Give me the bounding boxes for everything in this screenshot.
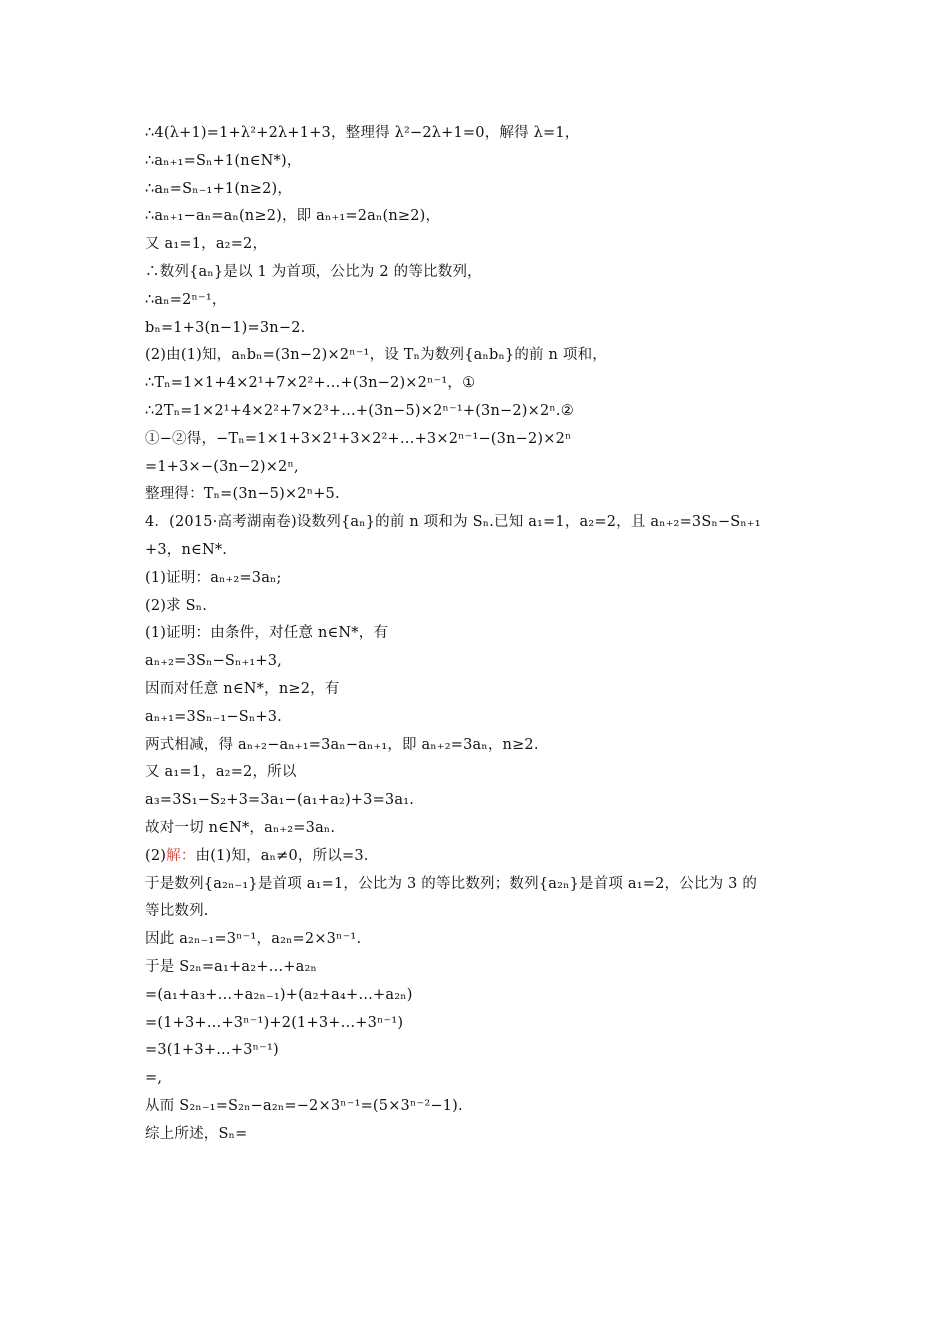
text-line: (1)证明：aₙ₊₂=3aₙ; bbox=[145, 569, 282, 586]
text-line: 因而对任意 n∈N*，n≥2，有 bbox=[145, 680, 340, 697]
text-line: 于是 S₂ₙ=a₁+a₂+…+a₂ₙ bbox=[145, 958, 317, 975]
text-line: ∴4(λ+1)=1+λ²+2λ+1+3，整理得 λ²−2λ+1=0，解得 λ=1， bbox=[145, 125, 580, 141]
text-line: 因此 a₂ₙ₋₁=3ⁿ⁻¹，a₂ₙ=2×3ⁿ⁻¹. bbox=[145, 931, 362, 948]
solution-line bbox=[145, 843, 825, 871]
text-line: aₙ₊₁=3Sₙ₋₁−Sₙ+3. bbox=[145, 708, 282, 725]
text-line: 故对一切 n∈N*，aₙ₊₂=3aₙ. bbox=[145, 819, 336, 836]
text-line: 又 a₁=1，a₂=2，所以 bbox=[145, 764, 297, 781]
text-line: =1+3×−(3n−2)×2ⁿ, bbox=[145, 458, 299, 475]
text-line: a₃=3S₁−S₂+3=3a₁−(a₁+a₂)+3=3a₁. bbox=[145, 792, 415, 809]
text-line: (2)由(1)知，aₙbₙ=(3n−2)×2ⁿ⁻¹，设 Tₙ为数列{aₙbₙ}的前 n 项和， bbox=[145, 347, 607, 364]
text-line: ∴数列{aₙ}是以 1 为首项，公比为 2 的等比数列， bbox=[145, 263, 482, 280]
solution-prefix: (2) bbox=[145, 847, 167, 864]
text-line: (2)求 Sₙ. bbox=[145, 597, 208, 614]
text-line: 又 a₁=1，a₂=2， bbox=[145, 236, 268, 253]
text-line: 等比数列. bbox=[145, 903, 209, 920]
text-line: 于是数列{a₂ₙ₋₁}是首项 a₁=1，公比为 3 的等比数列；数列{a₂ₙ}是首项 a₁=2，公比为 3 的 bbox=[145, 875, 758, 892]
text-line: =, bbox=[145, 1070, 163, 1087]
text-line: ∴aₙ=Sₙ₋₁+1(n≥2)， bbox=[145, 180, 293, 197]
text-line: 综上所述，Sₙ= bbox=[145, 1125, 248, 1142]
text-line: bₙ=1+3(n−1)=3n−2. bbox=[145, 319, 306, 336]
problem-statement: 4．(2015·高考湖南卷)设数列{aₙ}的前 n 项和为 Sₙ.已知 a₁=1，a₂=2，且 aₙ₊₂=3Sₙ−Sₙ₊₁ bbox=[145, 514, 761, 531]
document-body bbox=[145, 120, 825, 1148]
text-line: ∴2Tₙ=1×2¹+4×2²+7×2³+…+(3n−5)×2ⁿ⁻¹+(3n−2)×2ⁿ.② bbox=[145, 402, 574, 419]
text-line: ∴aₙ=2ⁿ⁻¹， bbox=[145, 291, 227, 308]
text-line: ∴aₙ₊₁−aₙ=aₙ(n≥2)，即 aₙ₊₁=2aₙ(n≥2)， bbox=[145, 208, 441, 225]
solution-text: 由(1)知，aₙ≠0，所以=3. bbox=[195, 847, 369, 864]
problem-statement-cont: +3，n∈N*. bbox=[145, 541, 228, 558]
text-line: ∴Tₙ=1×1+4×2¹+7×2²+…+(3n−2)×2ⁿ⁻¹，① bbox=[145, 375, 476, 392]
text-line: 整理得：Tₙ=(3n−5)×2ⁿ+5. bbox=[145, 486, 340, 503]
text-line: ∴aₙ₊₁=Sₙ+1(n∈N*)， bbox=[145, 152, 302, 169]
text-line: 两式相减，得 aₙ₊₂−aₙ₊₁=3aₙ−aₙ₊₁，即 aₙ₊₂=3aₙ，n≥2. bbox=[145, 736, 539, 753]
solution-label: 解： bbox=[166, 847, 196, 864]
text-line: =(a₁+a₃+…+a₂ₙ₋₁)+(a₂+a₄+…+a₂ₙ) bbox=[145, 986, 413, 1003]
text-line: 从而 S₂ₙ₋₁=S₂ₙ−a₂ₙ=−2×3ⁿ⁻¹=(5×3ⁿ⁻²−1). bbox=[145, 1097, 463, 1114]
text-line: aₙ₊₂=3Sₙ−Sₙ₊₁+3, bbox=[145, 653, 282, 670]
text-line: =(1+3+…+3ⁿ⁻¹)+2(1+3+…+3ⁿ⁻¹) bbox=[145, 1014, 404, 1031]
text-line: ①−②得，−Tₙ=1×1+3×2¹+3×2²+…+3×2ⁿ⁻¹−(3n−2)×2ⁿ bbox=[145, 430, 572, 447]
text-line: =3(1+3+…+3ⁿ⁻¹) bbox=[145, 1042, 279, 1059]
text-line: (1)证明：由条件，对任意 n∈N*，有 bbox=[145, 625, 389, 642]
